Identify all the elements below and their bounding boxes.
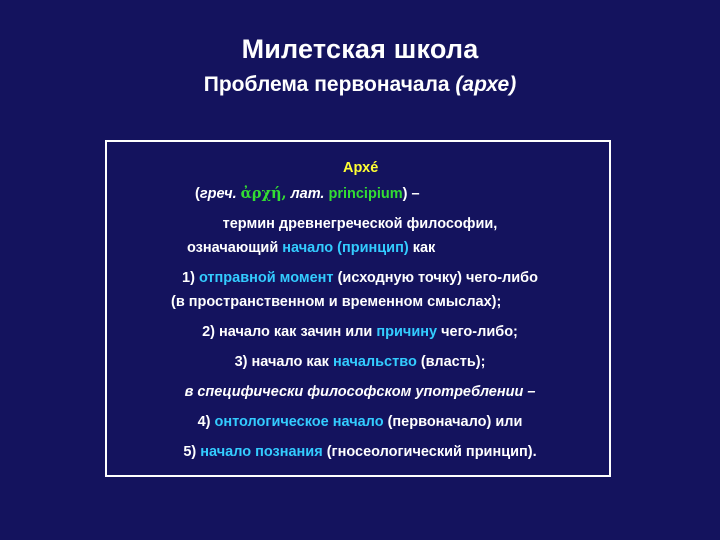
list-item-4: [107, 412, 613, 432]
term-heading: Архé: [343, 160, 379, 176]
etym-greek-label: греч.: [199, 186, 237, 202]
definition-line-2: [187, 238, 435, 258]
item3-pre: 3) начало как: [234, 354, 333, 370]
etym-latin-word: principium: [328, 186, 403, 202]
etym-close: ) –: [402, 186, 420, 202]
item4-highlight: онтологическое начало: [214, 414, 384, 430]
def2-pre: означающий: [187, 240, 283, 256]
list-item-1-continued: (в пространственном и временном смыслах);: [171, 294, 502, 310]
list-item-1: [107, 268, 613, 288]
item4-post: (первоначало) или: [383, 414, 523, 430]
slide-title: Милетская школа: [241, 34, 479, 64]
item5-highlight: начало познания: [200, 444, 323, 460]
item2-pre: 2) начало как зачин или: [202, 324, 377, 340]
etym-latin-label: лат.: [290, 186, 325, 202]
item3-highlight: начальство: [332, 354, 417, 370]
item5-num: 5): [183, 444, 201, 460]
item4-num: 4): [197, 414, 215, 430]
def2-post: как: [408, 240, 436, 256]
etymology-line: [195, 184, 420, 204]
philosophical-note: в специфически философском употреблении –: [184, 384, 536, 400]
slide-subtitle: [0, 71, 720, 99]
item3-post: (власть);: [416, 354, 486, 370]
etym-open: (: [195, 186, 200, 202]
list-item-3: [107, 352, 613, 372]
subtitle-italic: (архе): [455, 73, 517, 96]
list-item-2: [107, 322, 613, 342]
item1-highlight: отправной момент: [198, 270, 334, 286]
item5-post: (гносеологический принцип).: [322, 444, 537, 460]
item1-rest: (исходную точку) чего-либо: [333, 270, 538, 286]
list-item-5: [107, 442, 613, 462]
item1-num: 1): [182, 270, 199, 286]
definition-box: [105, 140, 611, 477]
subtitle-main: Проблема первоначала: [203, 73, 456, 96]
etym-greek-word: ἀρχή,: [240, 185, 287, 202]
item2-post: чего-либо;: [437, 324, 518, 340]
def2-highlight: начало (принцип): [282, 240, 409, 256]
item2-highlight: причину: [376, 324, 438, 340]
definition-line-1: термин древнегреческой философии,: [222, 216, 498, 232]
